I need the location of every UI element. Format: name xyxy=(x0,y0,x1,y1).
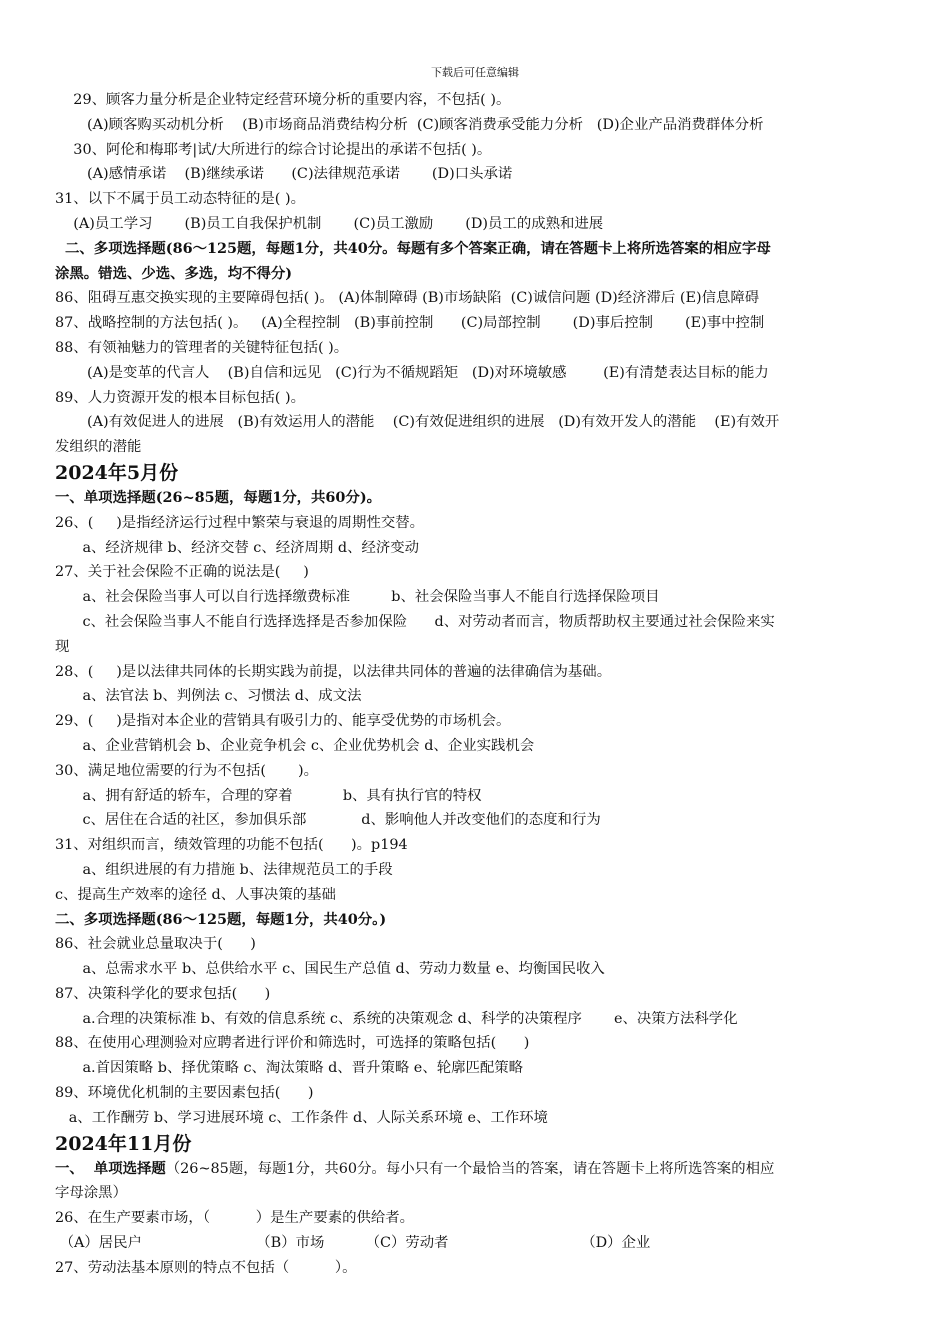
text-line: 现 xyxy=(55,638,70,655)
text-line: 31、以下不属于员工动态特征的是( )。 xyxy=(55,191,305,208)
document-body xyxy=(55,88,900,1281)
text-line: a、法官法 b、判例法 c、习惯法 d、成文法 xyxy=(55,688,362,705)
text-line: 发组织的潜能 xyxy=(55,439,142,456)
text-line: (A)是变革的代言人 (B)自信和远见 (C)行为不循规蹈矩 (D)对环境敏感 (E)有清楚表达目标的能力 xyxy=(55,364,769,381)
section-heading: 2024年5月份 xyxy=(55,461,179,484)
text-line: a、企业营销机会 b、企业竞争机会 c、企业优势机会 d、企业实践机会 xyxy=(55,737,535,754)
text-line: c、提高生产效率的途径 d、人事决策的基础 xyxy=(55,886,336,903)
text-line: 一、单项选择题(26~85题，每题1分，共60分)。 xyxy=(55,488,382,506)
text-line: 字母涂黑） xyxy=(55,1185,127,1202)
page-header: 下载后可任意编辑 xyxy=(431,66,519,79)
text-line: a.首因策略 b、择优策略 c、淘汰策略 d、晋升策略 e、轮廓匹配策略 xyxy=(55,1060,524,1077)
text-line: (A)感情承诺 (B)继续承诺 (C)法律规范承诺 (D)口头承诺 xyxy=(55,166,513,183)
text-line: 89、环境优化机制的主要因素包括( ) xyxy=(55,1085,314,1102)
text-line: 二、多项选择题(86～125题，每题1分，共40分。每题有多个答案正确，请在答题卡上将所选答案的相应字母 xyxy=(55,239,771,257)
text-line: 86、社会就业总量取决于( ) xyxy=(55,936,256,953)
text-line: 二、多项选择题(86～125题，每题1分，共40分。) xyxy=(55,910,387,928)
text-line: a、经济规律 b、经济交替 c、经济周期 d、经济变动 xyxy=(55,539,420,556)
text-line: 27、劳动法基本原则的特点不包括（ ）。 xyxy=(55,1259,357,1276)
text-line: 89、人力资源开发的根本目标包括( )。 xyxy=(55,389,305,406)
text-line: a、社会保险当事人可以自行选择缴费标准 b、社会保险当事人不能自行选择保险项目 xyxy=(55,589,660,606)
text-line: 30、阿伦和梅耶考|试/大所进行的综合讨论提出的承诺不包括( )。 xyxy=(55,141,492,158)
text-line: 88、在使用心理测验对应聘者进行评价和筛选时，可选择的策略包括( ) xyxy=(55,1035,530,1052)
text-line: 31、对组织而言，绩效管理的功能不包括( )。p194 xyxy=(55,837,408,854)
text-line: 29、( )是指对本企业的营销具有吸引力的、能享受优势的市场机会。 xyxy=(55,713,511,730)
text-line xyxy=(55,1157,900,1182)
text-line: (A)顾客购买动机分析 (B)市场商品消费结构分析 (C)顾客消费承受能力分析 (D)企业产品消费群体分析 xyxy=(55,116,764,133)
text-line: 87、战略控制的方法包括( )。 (A)全程控制 (B)事前控制 (C)局部控制 (D)事后控制 (E)事中控制 xyxy=(55,315,765,332)
text-line: a、拥有舒适的轿车，合理的穿着 b、具有执行官的特权 xyxy=(55,787,482,804)
text-line: 26、在生产要素市场，（ ）是生产要素的供给者。 xyxy=(55,1210,415,1227)
text-line: 27、关于社会保险不正确的说法是( ) xyxy=(55,564,309,581)
text-line: a.合理的决策标准 b、有效的信息系统 c、系统的决策观念 d、科学的决策程序 e、决策方法科学化 xyxy=(55,1010,738,1027)
text-line: c、社会保险当事人不能自行选择选择是否参加保险 d、对劳动者而言，物质帮助权主要通过社会保险来实 xyxy=(55,613,775,630)
text-line: 26、( )是指经济运行过程中繁荣与衰退的周期性交替。 xyxy=(55,514,425,531)
text-line: 88、有领袖魅力的管理者的关键特征包括( )。 xyxy=(55,339,349,356)
text-line: 涂黑。错选、少选、多选，均不得分) xyxy=(55,264,293,282)
text-line: 29、顾客力量分析是企业特定经营环境分析的重要内容，不包括( )。 xyxy=(55,92,511,108)
text-line: (A)员工学习 (B)员工自我保护机制 (C)员工激励 (D)员工的成熟和进展 xyxy=(55,215,604,232)
text-line: a、总需求水平 b、总供给水平 c、国民生产总值 d、劳动力数量 e、均衡国民收入 xyxy=(55,961,605,978)
text-line: 86、阻碍互惠交换实现的主要障碍包括( )。 (A)体制障碍 (B)市场缺陷 (C)诚信问题 (D)经济滞后 (E)信息障碍 xyxy=(55,290,760,307)
section-heading: 2024年11月份 xyxy=(55,1132,192,1155)
text-line: c、居住在合适的社区，参加俱乐部 d、影响他人并改变他们的态度和行为 xyxy=(55,812,601,829)
section-label: 一、 单项选择题 xyxy=(55,1159,166,1177)
text-line: 30、满足地位需要的行为不包括( )。 xyxy=(55,762,319,779)
text-line: 87、决策科学化的要求包括( ) xyxy=(55,985,271,1002)
text-line: a、组织进展的有力措施 b、法律规范员工的手段 xyxy=(55,861,393,878)
text-line: a、工作酬劳 b、学习进展环境 c、工作条件 d、人际关系环境 e、工作环境 xyxy=(55,1109,548,1126)
section-instructions: （26~85题，每题1分，共60分。每小只有一个最恰当的答案，请在答题卡上将所选答案的相应 xyxy=(165,1160,775,1177)
text-line: 28、( )是以法律共同体的长期实践为前提，以法律共同体的普遍的法律确信为基础。 xyxy=(55,663,612,680)
text-line: (A)有效促进人的进展 (B)有效运用人的潜能 (C)有效促进组织的进展 (D)有效开发人的潜能 (E)有效开 xyxy=(55,414,780,431)
text-line: （A）居民户 （B）市场 （C）劳动者 （D）企业 xyxy=(55,1235,651,1252)
